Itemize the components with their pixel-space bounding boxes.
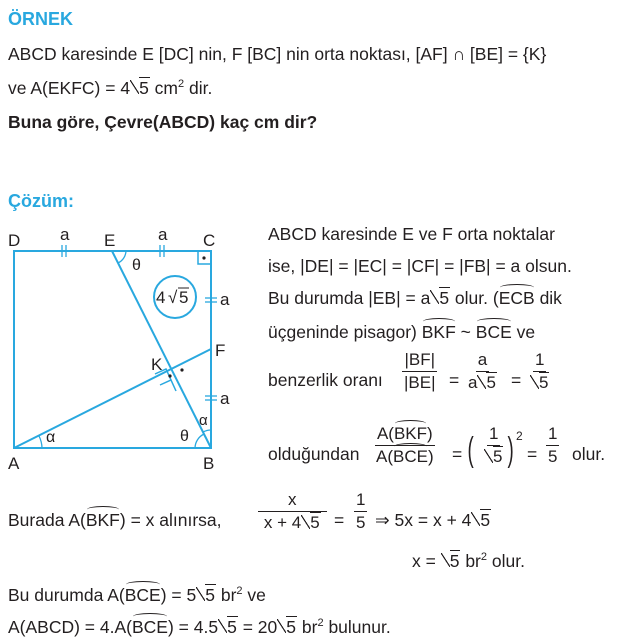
area-label-radicand: 5 — [179, 288, 189, 307]
area-label-root: √ — [168, 288, 178, 307]
problem-question: Buna göre, Çevre(ABCD) kaç cm dir? — [8, 112, 318, 132]
ratio-1-root5: $\frac{1}{5}$ — [528, 350, 551, 393]
angle-theta-e: θ — [132, 257, 141, 274]
solution-heading: Çözüm: — [8, 191, 74, 211]
problem-line-2: ve A(EKFC) = 4 5 $cm^2$ dir. — [8, 78, 213, 98]
label-b: B — [203, 454, 215, 473]
ratio-bf-be: $\frac{|BF|}{|BE|}$ — [404, 350, 436, 392]
label-side-de: a — [60, 225, 70, 244]
explanation-line-1: ABCD karesinde E ve F orta noktalar — [268, 224, 555, 244]
label-e: E — [104, 231, 116, 250]
area-ratio-fraction: A(BKF) A(BCE) — [376, 424, 434, 466]
paren-fraction: $\frac{1}{5}$ — [482, 424, 505, 467]
label-d: D — [8, 231, 21, 250]
angle-theta-b: θ — [180, 428, 189, 445]
label-c: C — [203, 231, 216, 250]
square-figure — [0, 220, 260, 475]
calc-fraction-x: $\frac{x}{x + 4 5}$ — [258, 490, 327, 533]
explanation-line-3: Bu durumda |EB| = a 5 olur. (ECB dik — [268, 288, 562, 308]
label-f: F — [215, 341, 226, 360]
explanation-line-5: benzerlik oranı — [268, 370, 383, 390]
angle-alpha-a: α — [46, 429, 56, 446]
label-side-ec: a — [158, 225, 168, 244]
label-k: K — [151, 355, 163, 374]
calc-line-3: Bu durumda A(BCE) = 5 5 $br^2$ ve — [8, 585, 266, 605]
calc-line-1: Burada A(BKF) = x alınırsa, — [8, 510, 222, 530]
area-label-coef: 4 — [156, 288, 166, 307]
label-side-cf: a — [220, 290, 230, 309]
problem-line-1: ABCD karesinde E [DC] nin, F [BC] nin orta noktası, [AF] ∩ [BE] = {K} — [8, 44, 547, 64]
angle-alpha-b: α — [199, 412, 208, 429]
calc-implication: ⇒ 5x = x + 4 5 — [375, 510, 491, 530]
explanation-line-2: ise, |DE| = |EC| = |CF| = |FB| = a olsun. — [268, 256, 572, 276]
square-abcd — [14, 251, 211, 448]
label-side-fb: a — [220, 389, 230, 408]
ratio-a-a-root5: $\frac{a}{a 5}$ — [468, 350, 496, 392]
calc-fraction-1-5: $\frac{1}{5}$ — [356, 490, 366, 532]
example-heading: ÖRNEK — [8, 9, 74, 29]
explanation-line-6: olduğundan — [268, 444, 360, 464]
label-a: A — [8, 454, 20, 473]
ratio-1-5: $\frac{1}{5}$ — [548, 424, 558, 466]
explanation-line-4: üçgeninde pisagor) BKF ~ BCE ve — [268, 322, 536, 342]
calc-line-2: x = 5 $br^2$ olur. — [412, 551, 525, 571]
calc-line-4: A(ABCD) = 4.A(BCE) = 4.5 5 = 20 5 $br^2$ bulunur. — [8, 617, 391, 637]
